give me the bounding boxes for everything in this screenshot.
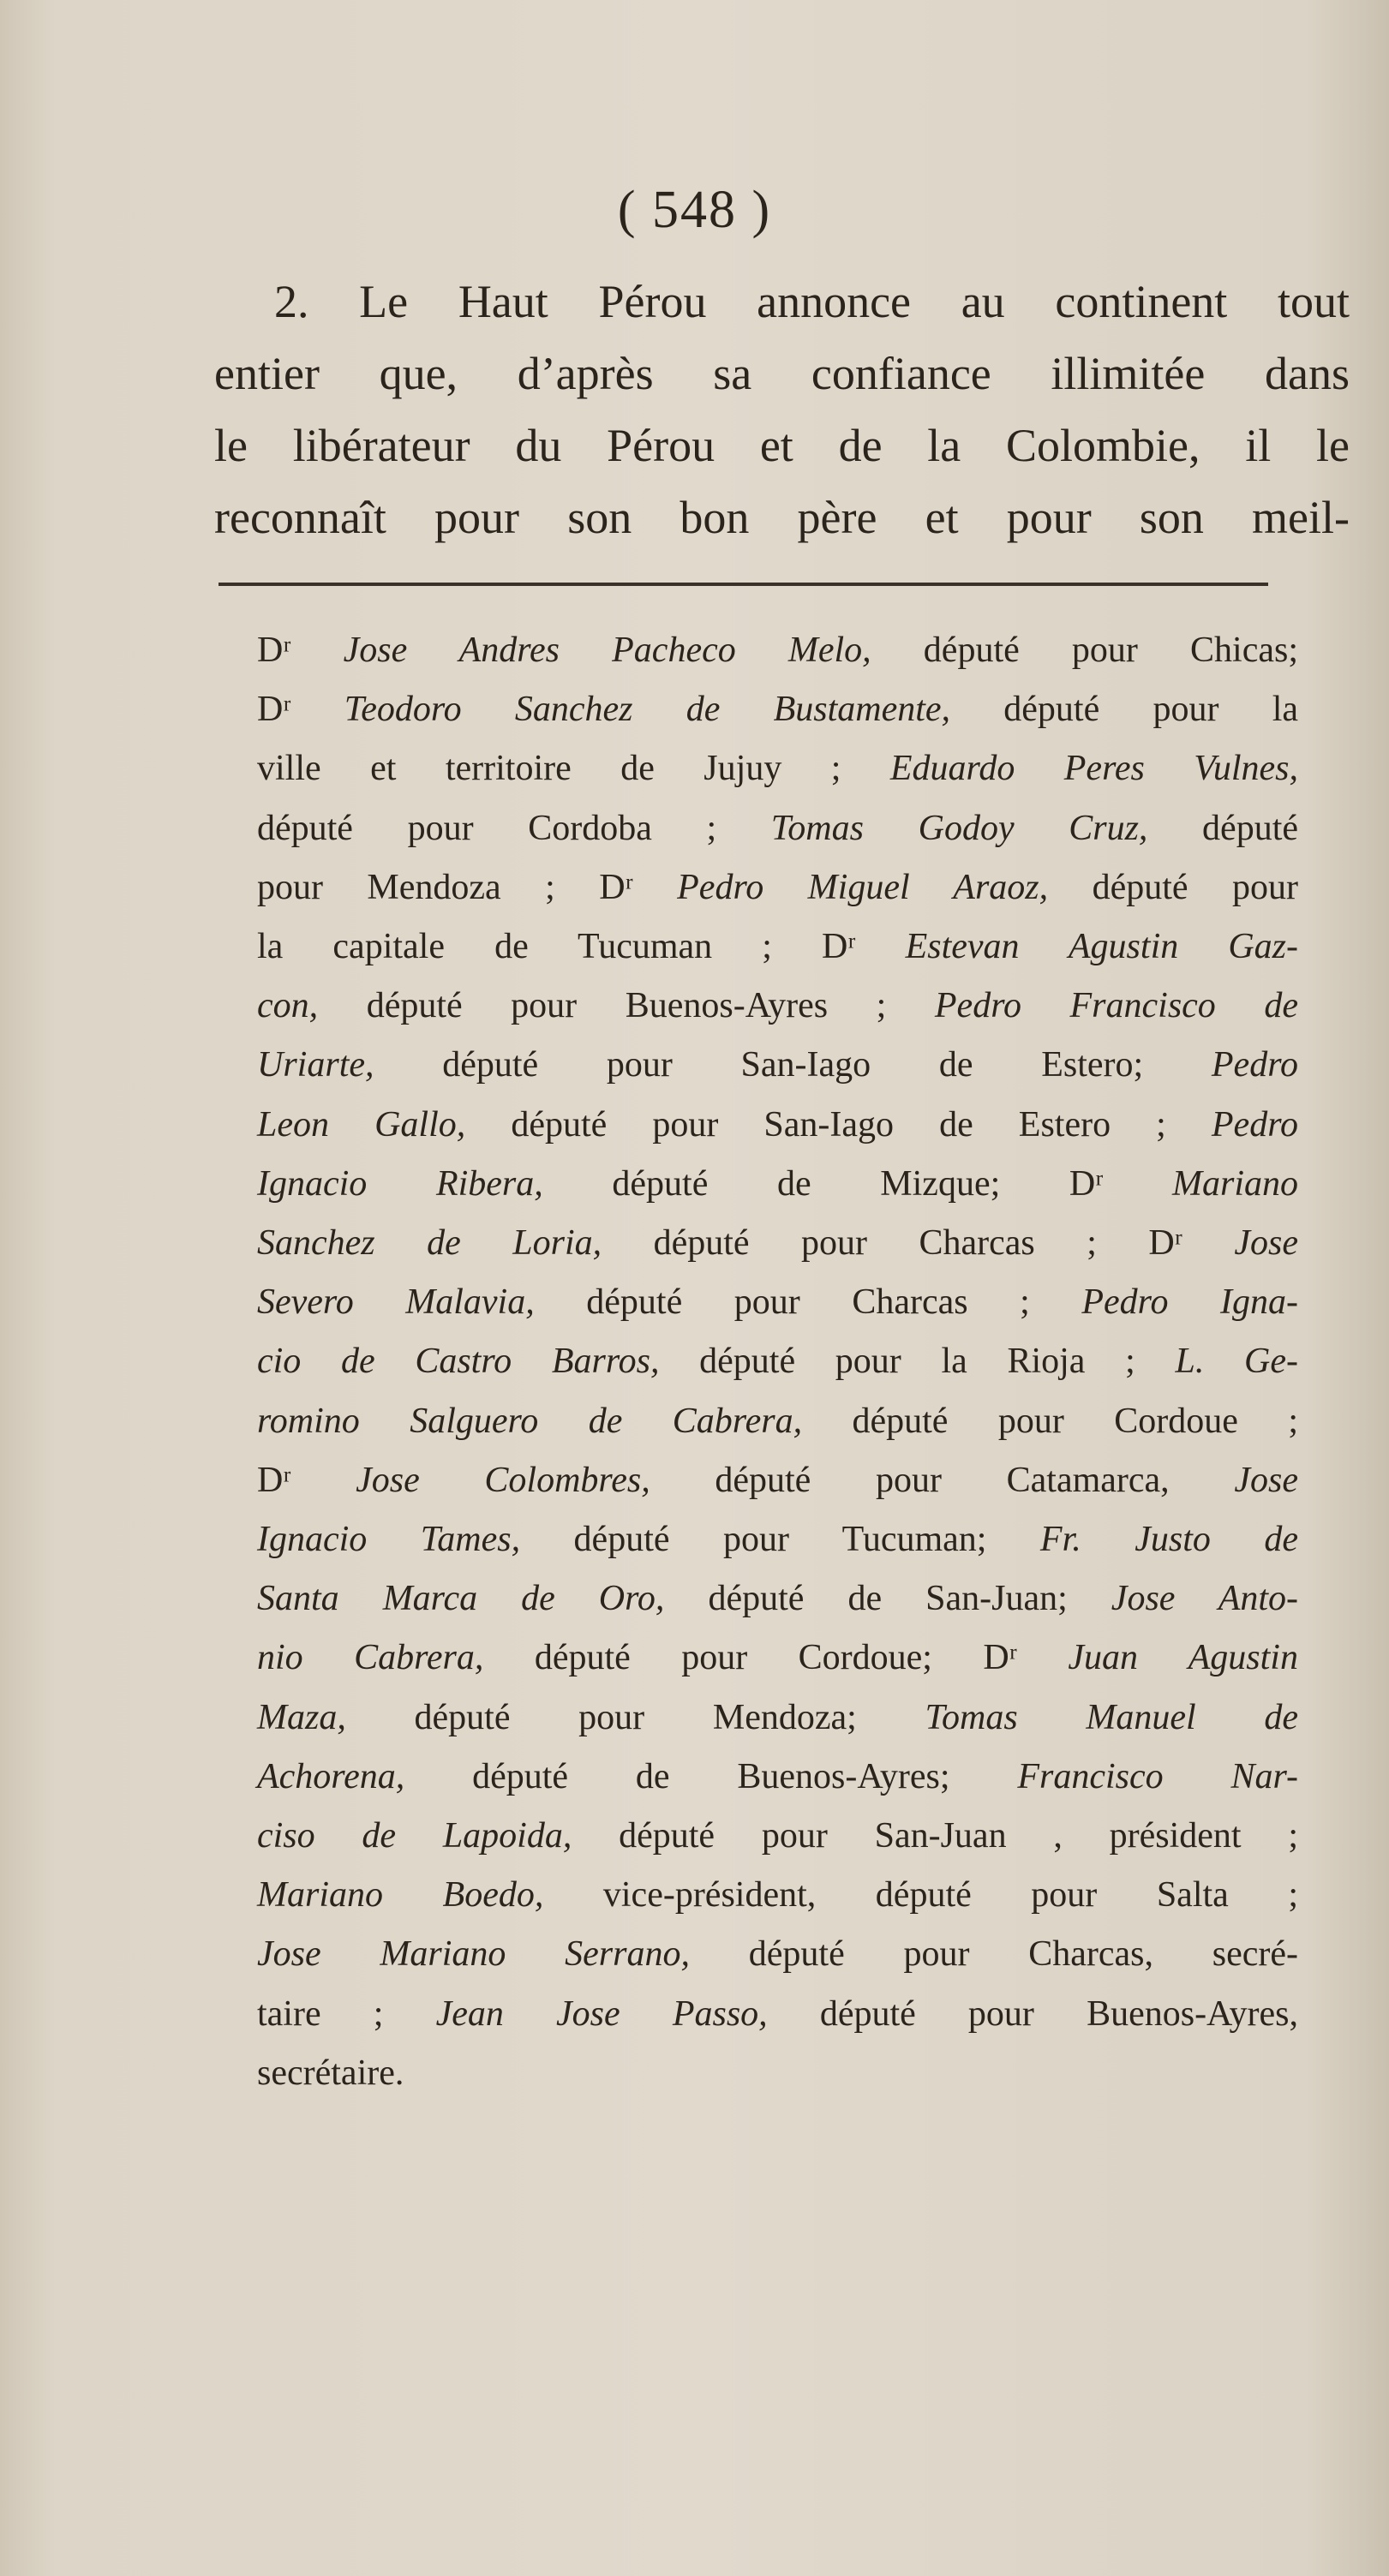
footnote-italic-name: cio de Castro Barros, bbox=[257, 1342, 660, 1382]
footnote-line bbox=[257, 1332, 1298, 1391]
footnote-text: député de Buenos-Ayres; bbox=[404, 1756, 1018, 1796]
footnote-line bbox=[257, 1629, 1298, 1688]
footnote-line bbox=[257, 977, 1298, 1036]
footnote-text: député pour Catamarca, bbox=[650, 1460, 1235, 1500]
footnote-text: député pour la Rioja ; bbox=[659, 1342, 1176, 1382]
footnote-italic-name: Juan Agustin bbox=[1068, 1638, 1298, 1678]
footnote-text: taire ; bbox=[257, 1993, 436, 2034]
footnote-italic-name: Uriarte, bbox=[257, 1045, 374, 1085]
footnote-text: député pour Cordoba ; bbox=[257, 808, 771, 848]
footnote-italic-name: Fr. Justo de bbox=[1039, 1520, 1298, 1559]
footnote-text: pour Mendoza ; Dʳ bbox=[257, 867, 678, 907]
footnote-italic-name: Tomas Manuel de bbox=[925, 1697, 1298, 1737]
footnote-text: député pour San-Iago de Estero; bbox=[374, 1045, 1212, 1085]
footnote-italic-name: Jean Jose Passo, bbox=[435, 1993, 768, 2034]
footnote-line bbox=[257, 1748, 1298, 1807]
footnote-line bbox=[257, 739, 1298, 798]
footnote-line bbox=[257, 1569, 1298, 1629]
footnote-italic-name: Pedro bbox=[1211, 1045, 1298, 1085]
footnote-italic-name: Mariano Boedo, bbox=[257, 1875, 544, 1916]
footnote-italic-name: Ignacio Tames, bbox=[257, 1520, 521, 1559]
main-text-line: le libérateur du Pérou et de la Colombie, il le bbox=[214, 420, 1350, 471]
main-text-line: entier que, d’après sa confiance illimitée dans bbox=[214, 348, 1350, 399]
footnote-italic-name: Leon Gallo, bbox=[257, 1104, 466, 1145]
footnote-text: député pour bbox=[1048, 867, 1298, 907]
footnote-text: député pour Tucuman; bbox=[520, 1520, 1040, 1559]
footnote-italic-name: Jose Anto- bbox=[1111, 1579, 1299, 1619]
footnote-italic-name: Pedro bbox=[1211, 1104, 1298, 1145]
footnote-italic-name: Mariano bbox=[1172, 1163, 1298, 1204]
footnote-line bbox=[257, 917, 1298, 977]
footnote-text: député pour Buenos-Ayres ; bbox=[318, 986, 935, 1026]
footnote-line bbox=[257, 858, 1298, 917]
footnote-line bbox=[257, 1392, 1298, 1451]
footnote-text: député pour Charcas ; bbox=[534, 1282, 1082, 1323]
footnote-italic-name: con, bbox=[257, 986, 319, 1026]
footnote-italic-name: ciso de Lapoida, bbox=[257, 1816, 572, 1856]
footnote-italic-name: Pedro Francisco de bbox=[934, 986, 1298, 1026]
footnote-italic-name: L. Ge- bbox=[1175, 1342, 1298, 1382]
footnote-text: député pour Buenos-Ayres, bbox=[767, 1993, 1299, 2034]
footnote-italic-name: Jose Mariano Serrano, bbox=[257, 1934, 690, 1975]
footnote-italic-name: Severo Malavia, bbox=[257, 1282, 535, 1323]
footnote-line bbox=[257, 2044, 1298, 2103]
footnote-text: député de Mizque; Dʳ bbox=[542, 1163, 1172, 1204]
footnote-separator-rule bbox=[219, 583, 1268, 586]
footnote-italic-name: Jose Colombres, bbox=[356, 1460, 650, 1500]
footnote-text: député pour Mendoza; bbox=[345, 1697, 925, 1737]
footnote-text: député pour San-Iago de Estero ; bbox=[465, 1104, 1212, 1145]
footnote-italic-name: Teodoro Sanchez de Bustamente, bbox=[344, 690, 951, 730]
footnote-line bbox=[257, 1985, 1298, 2044]
footnote-text: Dʳ bbox=[257, 631, 344, 670]
footnote-italic-name: Jose bbox=[1234, 1223, 1298, 1263]
footnote-text: député de San-Juan; bbox=[664, 1579, 1111, 1619]
footnote-text: député pour Charcas ; Dʳ bbox=[602, 1223, 1235, 1263]
page-number: ( 548 ) bbox=[617, 181, 772, 239]
footnote-line bbox=[257, 1510, 1298, 1569]
footnote-line bbox=[257, 1273, 1298, 1332]
footnote-text: député pour San-Juan , président ; bbox=[572, 1816, 1298, 1856]
footnote-italic-name: Eduardo Peres Vulnes, bbox=[889, 749, 1298, 789]
footnote-italic-name: Pedro Igna- bbox=[1081, 1282, 1298, 1323]
footnote-text: vice-président, député pour Salta ; bbox=[543, 1875, 1299, 1916]
footnote-italic-name: Maza, bbox=[257, 1697, 346, 1737]
footnote-line bbox=[257, 1925, 1298, 1984]
main-text-line: 2. Le Haut Pérou annonce au continent tout bbox=[274, 276, 1350, 327]
footnote-italic-name: Estevan Agustin Gaz- bbox=[905, 927, 1298, 966]
footnote-text: la capitale de Tucuman ; Dʳ bbox=[257, 927, 906, 966]
footnote-italic-name: Pedro Miguel Araoz, bbox=[677, 867, 1049, 907]
footnote-line bbox=[257, 1214, 1298, 1273]
footnote-text: député pour la bbox=[950, 690, 1299, 730]
footnote-italic-name: Jose Andres Pacheco Melo, bbox=[343, 631, 871, 670]
footnote-text: député pour Chicas; bbox=[871, 631, 1298, 670]
footnote-italic-name: Ignacio Ribera, bbox=[257, 1163, 543, 1204]
footnote-line bbox=[257, 1451, 1298, 1510]
footnote-italic-name: Jose bbox=[1234, 1460, 1298, 1500]
footnote-line bbox=[257, 1688, 1298, 1748]
footnote-line bbox=[257, 1155, 1298, 1214]
footnote-italic-name: Achorena, bbox=[257, 1756, 405, 1796]
footnote-text: député pour Cordoue; Dʳ bbox=[483, 1638, 1069, 1678]
footnote-text: député bbox=[1147, 808, 1299, 848]
footnote-text: secrétaire. bbox=[257, 2053, 404, 2093]
footnote-italic-name: nio Cabrera, bbox=[257, 1638, 484, 1678]
footnote-italic-name: Francisco Nar- bbox=[1017, 1756, 1298, 1796]
footnote-text: Dʳ bbox=[257, 690, 344, 730]
footnote-italic-name: Sanchez de Loria, bbox=[257, 1223, 602, 1263]
footnote-line bbox=[257, 1096, 1298, 1155]
footnote-italic-name: Tomas Godoy Cruz, bbox=[770, 808, 1148, 848]
footnote-text: ville et territoire de Jujuy ; bbox=[257, 749, 890, 789]
footnote-text: Dʳ bbox=[257, 1460, 356, 1500]
footnote-text: député pour Charcas, secré- bbox=[690, 1934, 1299, 1975]
footnote-line bbox=[257, 1036, 1298, 1095]
footnote-italic-name: romino Salguero de Cabrera, bbox=[257, 1401, 803, 1441]
footnote-line bbox=[257, 1866, 1298, 1925]
footnote-line bbox=[257, 799, 1298, 858]
footnote-text: député pour Cordoue ; bbox=[802, 1401, 1299, 1441]
footnote-line bbox=[257, 1807, 1298, 1866]
footnote-line bbox=[257, 621, 1298, 680]
main-text-line: reconnaît pour son bon père et pour son meil- bbox=[214, 492, 1350, 543]
footnote-line bbox=[257, 680, 1298, 739]
footnote-italic-name: Santa Marca de Oro, bbox=[257, 1579, 665, 1619]
